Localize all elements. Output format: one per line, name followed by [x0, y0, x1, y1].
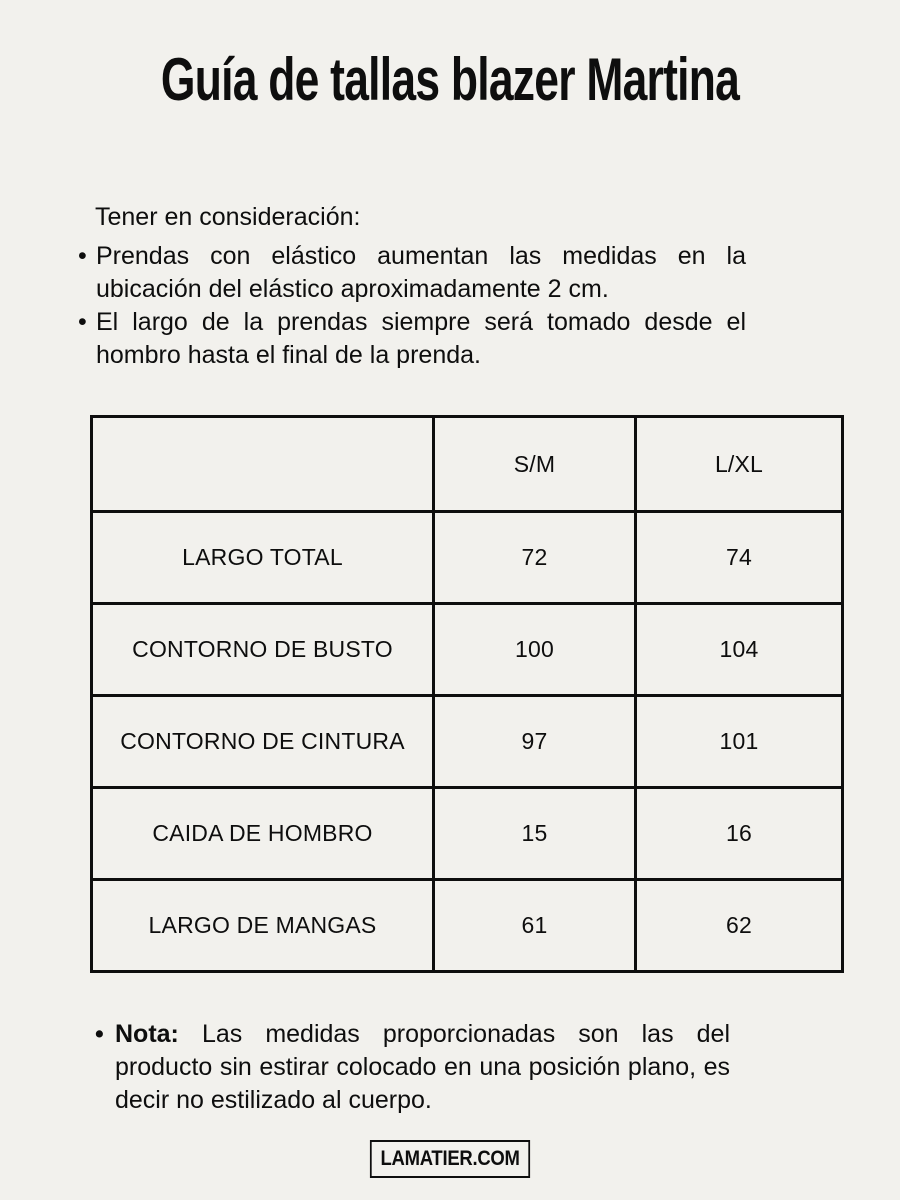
consideration-item: [78, 306, 900, 372]
table-row: [92, 696, 843, 788]
cell-value: 16: [636, 788, 843, 880]
bullet-icon: [78, 306, 96, 372]
table-row: [92, 604, 843, 696]
site-badge: LAMATIER.COM: [370, 1140, 530, 1178]
consideration-text: Prendas con elástico aumentan las medidas en la ubicación del elástico aproximadamente 2 cm.: [96, 242, 746, 303]
cell-value: 62: [636, 880, 843, 972]
considerations-section: [78, 200, 900, 372]
page-title: Guía de tallas blazer Martina: [160, 46, 740, 113]
cell-value: 72: [434, 512, 636, 604]
note-label: Nota:: [115, 1020, 179, 1048]
row-label: CONTORNO DE BUSTO: [92, 604, 434, 696]
table-row: [92, 880, 843, 972]
cell-value: 97: [434, 696, 636, 788]
table-header-sm: S/M: [434, 417, 636, 512]
size-guide-page: [0, 46, 900, 1200]
table-header-lxl: L/XL: [636, 417, 843, 512]
row-label: CONTORNO DE CINTURA: [92, 696, 434, 788]
cell-value: 74: [636, 512, 843, 604]
consideration-item: [78, 240, 900, 306]
row-label: LARGO TOTAL: [92, 512, 434, 604]
note-body: Las medidas proporcionadas son las del producto sin estirar colocado en una posición plano, es decir no estilizado al cuerpo.: [115, 1020, 730, 1114]
consideration-text: El largo de la prendas siempre será tomado desde el hombro hasta el final de la prenda.: [96, 308, 746, 369]
footer: [0, 1140, 900, 1178]
cell-value: 101: [636, 696, 843, 788]
size-table: [90, 415, 844, 973]
note-text: [115, 1018, 730, 1117]
table-row: [92, 788, 843, 880]
table-row: [92, 512, 843, 604]
row-label: CAIDA DE HOMBRO: [92, 788, 434, 880]
note-section: [95, 1018, 900, 1117]
row-label: LARGO DE MANGAS: [92, 880, 434, 972]
cell-value: 104: [636, 604, 843, 696]
cell-value: 15: [434, 788, 636, 880]
table-header-row: [92, 417, 843, 512]
cell-value: 61: [434, 880, 636, 972]
considerations-heading: Tener en consideración:: [95, 203, 361, 231]
bullet-icon: [78, 240, 96, 306]
table-header-empty: [92, 417, 434, 512]
cell-value: 100: [434, 604, 636, 696]
bullet-icon: [95, 1018, 115, 1117]
